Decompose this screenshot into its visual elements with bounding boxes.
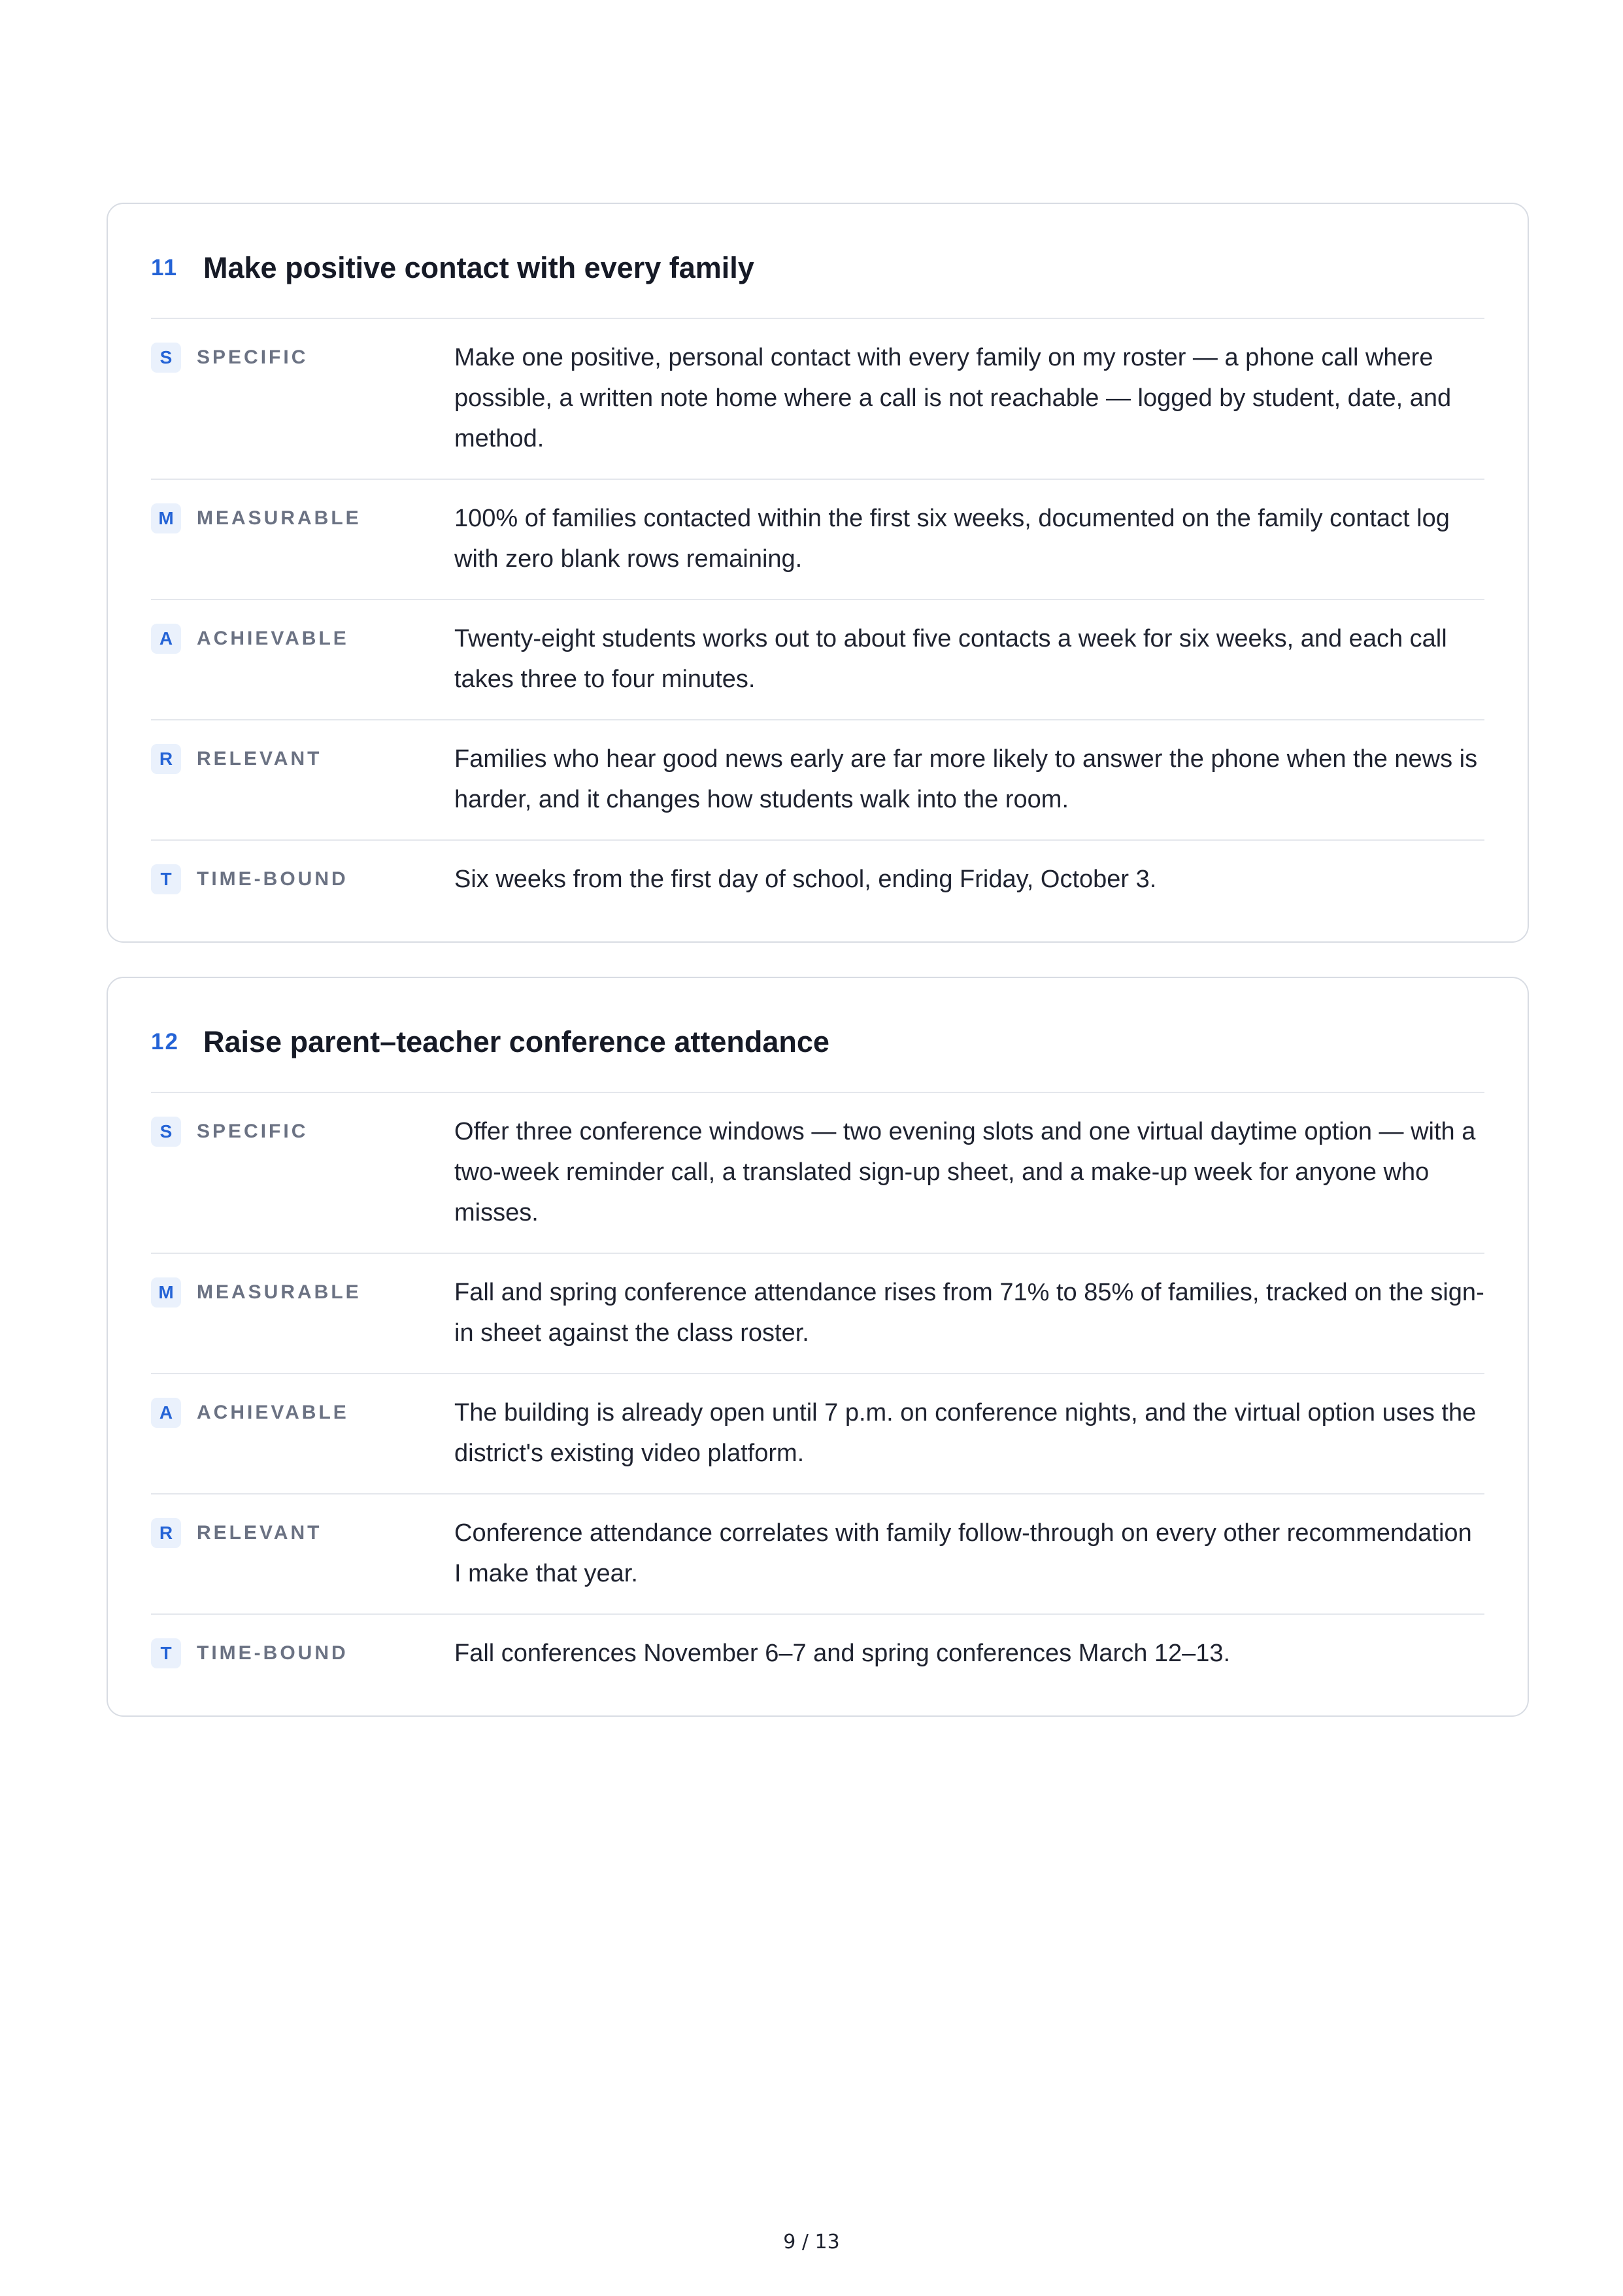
goal-header xyxy=(151,1019,1484,1093)
goal-card xyxy=(107,203,1529,943)
letter-badge: S xyxy=(151,1117,181,1147)
criterion-text: Six weeks from the first day of school, ending Friday, October 3. xyxy=(454,866,1157,893)
criterion-label: MEASURABLE xyxy=(197,1281,361,1303)
letter-badge: S xyxy=(151,343,181,373)
criterion-label: MEASURABLE xyxy=(197,507,361,529)
criterion-label: ACHIEVABLE xyxy=(197,628,349,649)
goal-title: Raise parent–teacher conference attendance xyxy=(203,1025,829,1058)
smart-row-specific xyxy=(151,319,1484,480)
criterion-label: TIME-BOUND xyxy=(197,868,348,890)
goal-title: Make positive contact with every family xyxy=(203,251,754,284)
goal-number: 11 xyxy=(151,255,178,280)
smart-row-time-bound xyxy=(151,1615,1484,1696)
criterion-label: TIME-BOUND xyxy=(197,1642,348,1664)
letter-badge: A xyxy=(151,624,181,654)
smart-label xyxy=(151,739,454,820)
smart-row-relevant xyxy=(151,720,1484,841)
criterion-text: 100% of families contacted within the first six weeks, documented on the family contact log with zero blank rows remaining. xyxy=(454,505,1450,573)
letter-badge: T xyxy=(151,1638,181,1668)
smart-label xyxy=(151,1272,454,1353)
criterion-text: Make one positive, personal contact with every family on my roster — a phone call where possible, a written note home where a call is not reachable — logged by student, date, and method. xyxy=(454,344,1452,452)
criterion-text: Twenty-eight students works out to about five contacts a week for six weeks, and each call takes three to four minutes. xyxy=(454,625,1447,693)
smart-label xyxy=(151,337,454,459)
letter-badge: M xyxy=(151,1277,181,1308)
criterion-label: SPECIFIC xyxy=(197,346,309,368)
smart-row-relevant xyxy=(151,1494,1484,1615)
smart-row-achievable xyxy=(151,1374,1484,1494)
criterion-text: Fall conferences November 6–7 and spring conferences March 12–13. xyxy=(454,1640,1231,1667)
goal-card xyxy=(107,977,1529,1717)
smart-label xyxy=(151,859,454,900)
goal-number: 12 xyxy=(151,1029,179,1055)
criterion-text: The building is already open until 7 p.m. on conference nights, and the virtual option uses the district's existing video platform. xyxy=(454,1399,1477,1467)
smart-label xyxy=(151,1513,454,1594)
letter-badge: R xyxy=(151,1518,181,1548)
letter-badge: T xyxy=(151,864,181,894)
page-number: 9 / 13 xyxy=(783,2231,840,2254)
smart-label xyxy=(151,618,454,700)
smart-row-achievable xyxy=(151,600,1484,720)
smart-label xyxy=(151,1111,454,1233)
criterion-label: SPECIFIC xyxy=(197,1121,309,1142)
smart-row-time-bound xyxy=(151,841,1484,922)
smart-row-measurable xyxy=(151,480,1484,600)
letter-badge: R xyxy=(151,744,181,774)
goal-header xyxy=(151,245,1484,319)
letter-badge: M xyxy=(151,503,181,533)
smart-label xyxy=(151,498,454,579)
criterion-text: Fall and spring conference attendance rises from 71% to 85% of families, tracked on the sign-in sheet against the class roster. xyxy=(454,1279,1484,1347)
criterion-label: ACHIEVABLE xyxy=(197,1402,349,1423)
letter-badge: A xyxy=(151,1398,181,1428)
smart-label xyxy=(151,1633,454,1674)
smart-row-measurable xyxy=(151,1254,1484,1374)
criterion-text: Families who hear good news early are far more likely to answer the phone when the news is harder, and it changes how students walk into the room. xyxy=(454,745,1478,813)
criterion-label: RELEVANT xyxy=(197,748,322,769)
smart-row-specific xyxy=(151,1093,1484,1254)
criterion-label: RELEVANT xyxy=(197,1522,322,1544)
criterion-text: Offer three conference windows — two evening slots and one virtual daytime option — with a two-week reminder call, a translated sign-up sheet, and a make-up week for anyone who misses. xyxy=(454,1118,1476,1226)
smart-label xyxy=(151,1393,454,1474)
criterion-text: Conference attendance correlates with family follow-through on every other recommendation I make that year. xyxy=(454,1519,1472,1587)
